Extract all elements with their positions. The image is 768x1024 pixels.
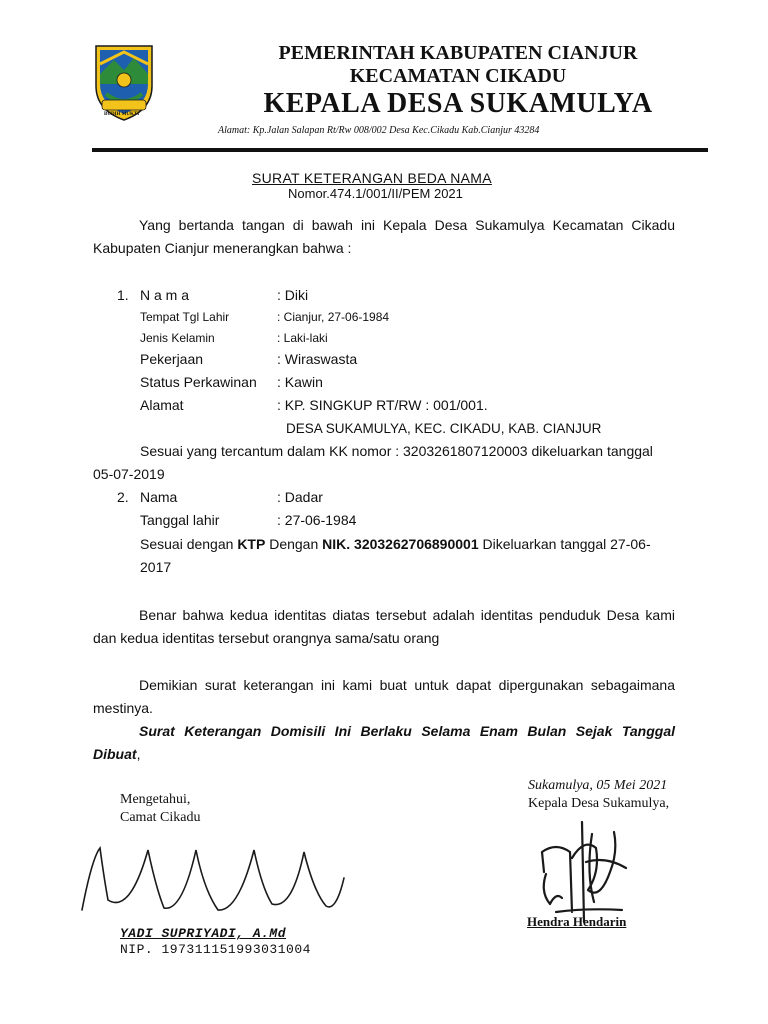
right-sign-place-date: Sukamulya, 05 Mei 2021 [528,778,668,793]
person-1-gender-value: : Laki-laki [277,331,328,345]
header-address: Alamat: Kp.Jalan Salapan Rt/Rw 008/002 Desa Kec.Cikadu Kab.Cianjur 43284 [218,125,540,136]
person-1-gender-label: Jenis Kelamin [140,331,215,345]
letter-number: Nomor.474.1/001/II/PEM 2021 [288,186,463,201]
person-1-name-value: : Diki [277,287,309,303]
left-sign-title: Camat Cikadu [120,810,201,825]
person-1-marital-label: Status Perkawinan [140,374,257,390]
person-2-name-label: Nama [140,489,178,505]
validity-line-2 [93,743,140,766]
person-2-name-value: : Dadar [277,489,323,505]
statement-paragraph: Benar bahwa kedua identitas diatas tersebut adalah identitas penduduk Desa kami dan kedua identitas tersebut orangnya sama/satu orang [93,607,675,646]
header-district: KECAMATAN CIKADU [349,65,567,87]
person-2-ktp-line-1 [140,533,651,556]
validity-dibuat: Dibuat [93,746,137,762]
validity-line-1: Surat Keterangan Domisili Ini Berlaku Selama Enam Bulan Sejak Tanggal [139,723,675,739]
nik-text-bold: NIK. 3203262706890001 [322,536,479,552]
person-1-birth-label: Tempat Tgl Lahir [140,310,230,324]
intro-paragraph: Yang bertanda tangan di bawah ini Kepala Desa Sukamulya Kecamatan Cikadu Kabupaten Cianjur menerangkan bahwa : [93,217,675,256]
regency-logo [92,44,156,122]
person-1-kk-line-1: Sesuai yang tercantum dalam KK nomor : 3203261807120003 dikeluarkan tanggal [140,443,653,459]
person-1-job-label: Pekerjaan [140,351,204,367]
right-signature [526,812,636,930]
ktp-text-post: Dikeluarkan tanggal 27-06- [478,536,651,552]
person-1-kk-line-2: 05-07-2019 [93,466,165,482]
header-village-head: KEPALA DESA SUKAMULYA [263,88,653,119]
header-government: PEMERINTAH KABUPATEN CIANJUR [278,42,638,64]
ktp-text-pre: Sesuai dengan [140,536,238,552]
person-1-address-value: : KP. SINGKUP RT/RW : 001/001. [277,397,488,413]
left-sign-acknowledged: Mengetahui, [120,792,191,807]
person-2-birth-value: : 27-06-1984 [277,512,357,528]
person-1-job-value: : Wiraswasta [277,351,358,367]
person-2-ktp-line-2: 2017 [140,559,172,575]
left-signature [78,838,358,928]
person-1-number: 1. [117,287,129,303]
person-1-address-label: Alamat [140,397,184,413]
left-sign-name: YADI SUPRIYADI, A.Md [120,926,287,941]
closing-line-1: Demikian surat keterangan ini kami buat untuk dapat dipergunakan sebagaimana [139,677,675,693]
person-1-birth-value: : Cianjur, 27-06-1984 [277,310,390,324]
right-sign-name: Hendra Hendarin [527,914,627,929]
ktp-text-mid: Dengan [265,536,323,552]
person-2-birth-label: Tanggal lahir [140,512,220,528]
person-1-address-value-2: DESA SUKAMULYA, KEC. CIKADU, KAB. CIANJUR [286,421,602,436]
person-2-number: 2. [117,489,129,505]
left-sign-nip: NIP. 197311151993031004 [120,942,311,957]
logo-motto: BUDIH MUKTI [104,112,140,117]
right-sign-position: Kepala Desa Sukamulya, [528,796,670,811]
validity-comma: , [136,746,141,762]
header-divider [92,148,708,152]
person-1-marital-value: : Kawin [277,374,323,390]
ktp-text-bold: KTP [237,536,266,552]
closing-line-2: mestinya. [93,700,153,716]
person-1-name-label: N a m a [140,287,190,303]
letter-title: SURAT KETERANGAN BEDA NAMA [252,170,492,186]
